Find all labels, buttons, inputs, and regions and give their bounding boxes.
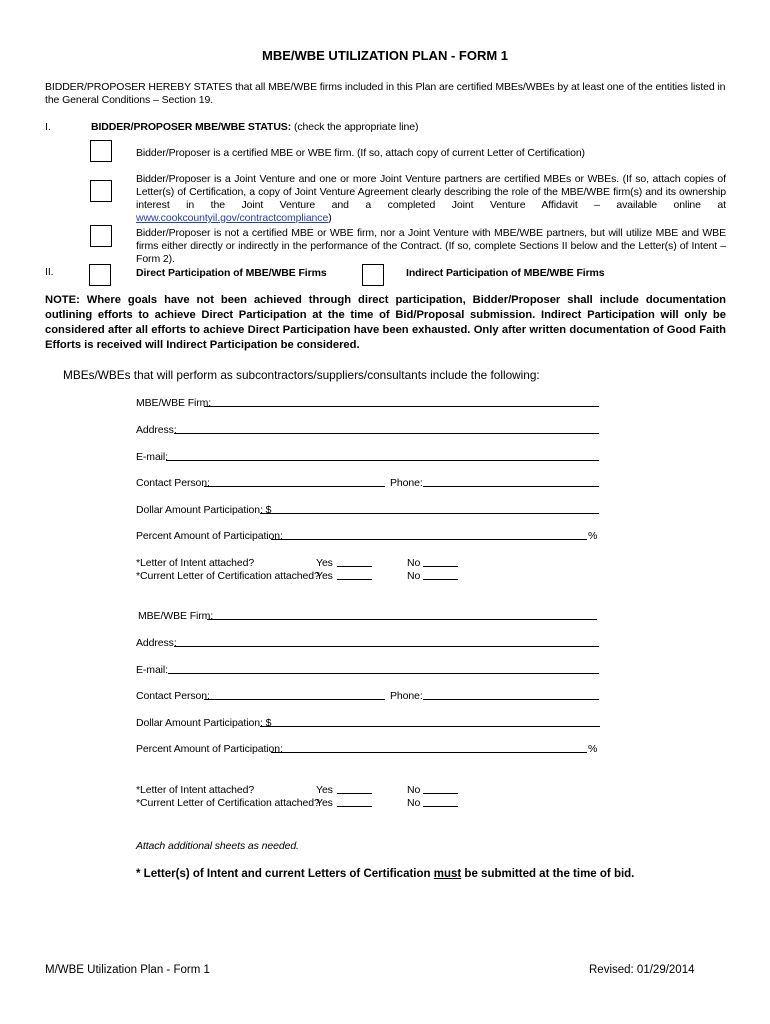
footer-revised-date: Revised: 01/29/2014 — [589, 964, 695, 976]
status-option-certified: Bidder/Proposer is a certified MBE or WBE firm. (If so, attach copy of current Letter of Certification) — [136, 147, 585, 159]
firm-1-loi-yes-label: Yes — [316, 557, 333, 569]
firm-1-cert-yes-label: Yes — [316, 570, 333, 582]
firm-2-percent-label: Percent Amount of Participation: — [136, 743, 283, 755]
indirect-participation-label: Indirect Participation of MBE/WBE Firms — [406, 267, 605, 279]
section-2-number: II. — [45, 266, 54, 278]
firm-1-email-label: E-mail: — [136, 451, 168, 463]
status-checkbox-joint-venture[interactable] — [90, 180, 112, 202]
direct-participation-label: Direct Participation of MBE/WBE Firms — [136, 267, 327, 279]
firm-2-contact-label: Contact Person: — [136, 690, 210, 702]
status-checkbox-not-certified[interactable] — [90, 225, 112, 247]
firm-1-percent-label: Percent Amount of Participation: — [136, 530, 283, 542]
firm-2-cert-yes-label: Yes — [316, 797, 333, 809]
section-1-heading — [91, 121, 731, 134]
firm-2-dollar-label: Dollar Amount Participation: $ — [136, 717, 272, 729]
section-1-number: I. — [45, 121, 51, 133]
joint-venture-close-paren: ) — [328, 212, 332, 224]
firm-1-email-field[interactable] — [166, 460, 599, 461]
firm-2-email-label: E-mail: — [136, 664, 168, 676]
firm-1-dollar-label: Dollar Amount Participation: $ — [136, 504, 272, 516]
final-submission-note — [136, 868, 634, 880]
firm-1-percent-field[interactable] — [271, 539, 587, 540]
indirect-participation-checkbox[interactable] — [362, 264, 384, 286]
firm-2-phone-label: Phone: — [390, 690, 423, 702]
subcontractors-heading: MBEs/WBEs that will perform as subcontractors/suppliers/consultants include the following: — [63, 368, 540, 382]
firm-2-percent-field[interactable] — [271, 752, 587, 753]
firm-2-cert-label: *Current Letter of Certification attached? — [136, 797, 320, 809]
status-option-not-certified: Bidder/Proposer is not a certified MBE or WBE firm, nor a Joint Venture with MBE/WBE partners, but will utilize MBE and WBE firms either directly or indirectly in the performance of the Contract. (If so, complete Sections II below and the Letter(s) of Intent – Form 2). — [136, 227, 726, 265]
section-1-instruction: (check the appropriate line) — [293, 121, 419, 133]
firm-2-loi-no-field[interactable] — [423, 793, 458, 794]
firm-2-phone-field[interactable] — [423, 699, 599, 700]
firm-2-name-field[interactable] — [207, 619, 597, 620]
status-option-joint-venture — [136, 173, 726, 225]
firm-1-dollar-field[interactable] — [260, 513, 599, 514]
good-faith-note: NOTE: Where goals have not been achieved through direct participation, Bidder/Proposer shall include documentation outlining efforts to achieve Direct Participation at the time of Bid/Proposal submission. Indirect Participation will only be considered after all efforts to achieve Direct Participation have been exhausted. Only after written documentation of Good Faith Efforts is received will Indirect Participation be considered. — [45, 294, 726, 351]
joint-venture-text: Bidder/Proposer is a Joint Venture and one or more Joint Venture partners are certified MBEs or WBEs. (If so, attach copies of Letter(s) of Certification, a copy of Joint Venture Agreement clearly describing the role of the MBE/WBE firm(s) and its ownership interest in the Joint Venture and a completed Joint Venture Affidavit – available online at — [136, 173, 726, 211]
firm-1-cert-no-field[interactable] — [423, 579, 458, 580]
final-note-prefix: * Letter(s) of Intent and current Letters of Certification — [136, 868, 434, 880]
firm-2-loi-no-label: No — [407, 784, 421, 796]
firm-1-loi-no-field[interactable] — [423, 566, 458, 567]
firm-1-loi-no-label: No — [407, 557, 421, 569]
firm-2-cert-yes-field[interactable] — [337, 806, 372, 807]
firm-2-cert-no-label: No — [407, 797, 421, 809]
page-title: MBE/WBE UTILIZATION PLAN - FORM 1 — [261, 48, 509, 63]
attach-sheets-note: Attach additional sheets as needed. — [136, 840, 299, 852]
direct-participation-checkbox[interactable] — [89, 264, 111, 286]
firm-2-percent-sign: % — [588, 743, 598, 755]
firm-1-phone-field[interactable] — [423, 486, 599, 487]
firm-1-cert-yes-field[interactable] — [337, 579, 372, 580]
firm-1-contact-label: Contact Person: — [136, 477, 210, 489]
firm-2-address-label: Address: — [136, 637, 177, 649]
final-note-suffix: be submitted at the time of bid. — [461, 868, 635, 880]
firm-2-email-field[interactable] — [168, 673, 599, 674]
firm-1-loi-label: *Letter of Intent attached? — [136, 557, 255, 569]
contract-compliance-link[interactable]: www.cookcountyil.gov/contractcompliance — [136, 212, 329, 224]
firm-2-contact-field[interactable] — [204, 699, 385, 700]
firm-1-phone-label: Phone: — [390, 477, 423, 489]
firm-1-name-field[interactable] — [204, 406, 599, 407]
firm-1-name-label: MBE/WBE Firm: — [136, 397, 212, 409]
firm-2-dollar-field[interactable] — [260, 726, 600, 727]
firm-1-loi-yes-field[interactable] — [337, 566, 372, 567]
firm-1-address-field[interactable] — [174, 433, 599, 434]
firm-1-contact-field[interactable] — [204, 486, 385, 487]
firm-2-cert-no-field[interactable] — [423, 806, 458, 807]
intro-statement: BIDDER/PROPOSER HEREBY STATES that all MBE/WBE firms included in this Plan are certified MBEs/WBEs by at least one of the entities listed in the General Conditions – Section 19. — [45, 81, 726, 106]
final-note-emphasis: must — [433, 868, 462, 880]
firm-2-loi-yes-label: Yes — [316, 784, 333, 796]
firm-1-percent-sign: % — [588, 530, 598, 542]
firm-1-cert-no-label: No — [407, 570, 421, 582]
firm-2-loi-yes-field[interactable] — [337, 793, 372, 794]
firm-1-cert-label: *Current Letter of Certification attached? — [136, 570, 320, 582]
footer-form-name: M/WBE Utilization Plan - Form 1 — [45, 964, 210, 976]
firm-2-loi-label: *Letter of Intent attached? — [136, 784, 255, 796]
status-checkbox-certified[interactable] — [90, 140, 112, 162]
section-1-title: BIDDER/PROPOSER MBE/WBE STATUS: — [91, 121, 292, 133]
firm-2-address-field[interactable] — [174, 646, 599, 647]
firm-2-name-label: MBE/WBE Firm: — [138, 610, 214, 622]
firm-1-address-label: Address: — [136, 424, 177, 436]
